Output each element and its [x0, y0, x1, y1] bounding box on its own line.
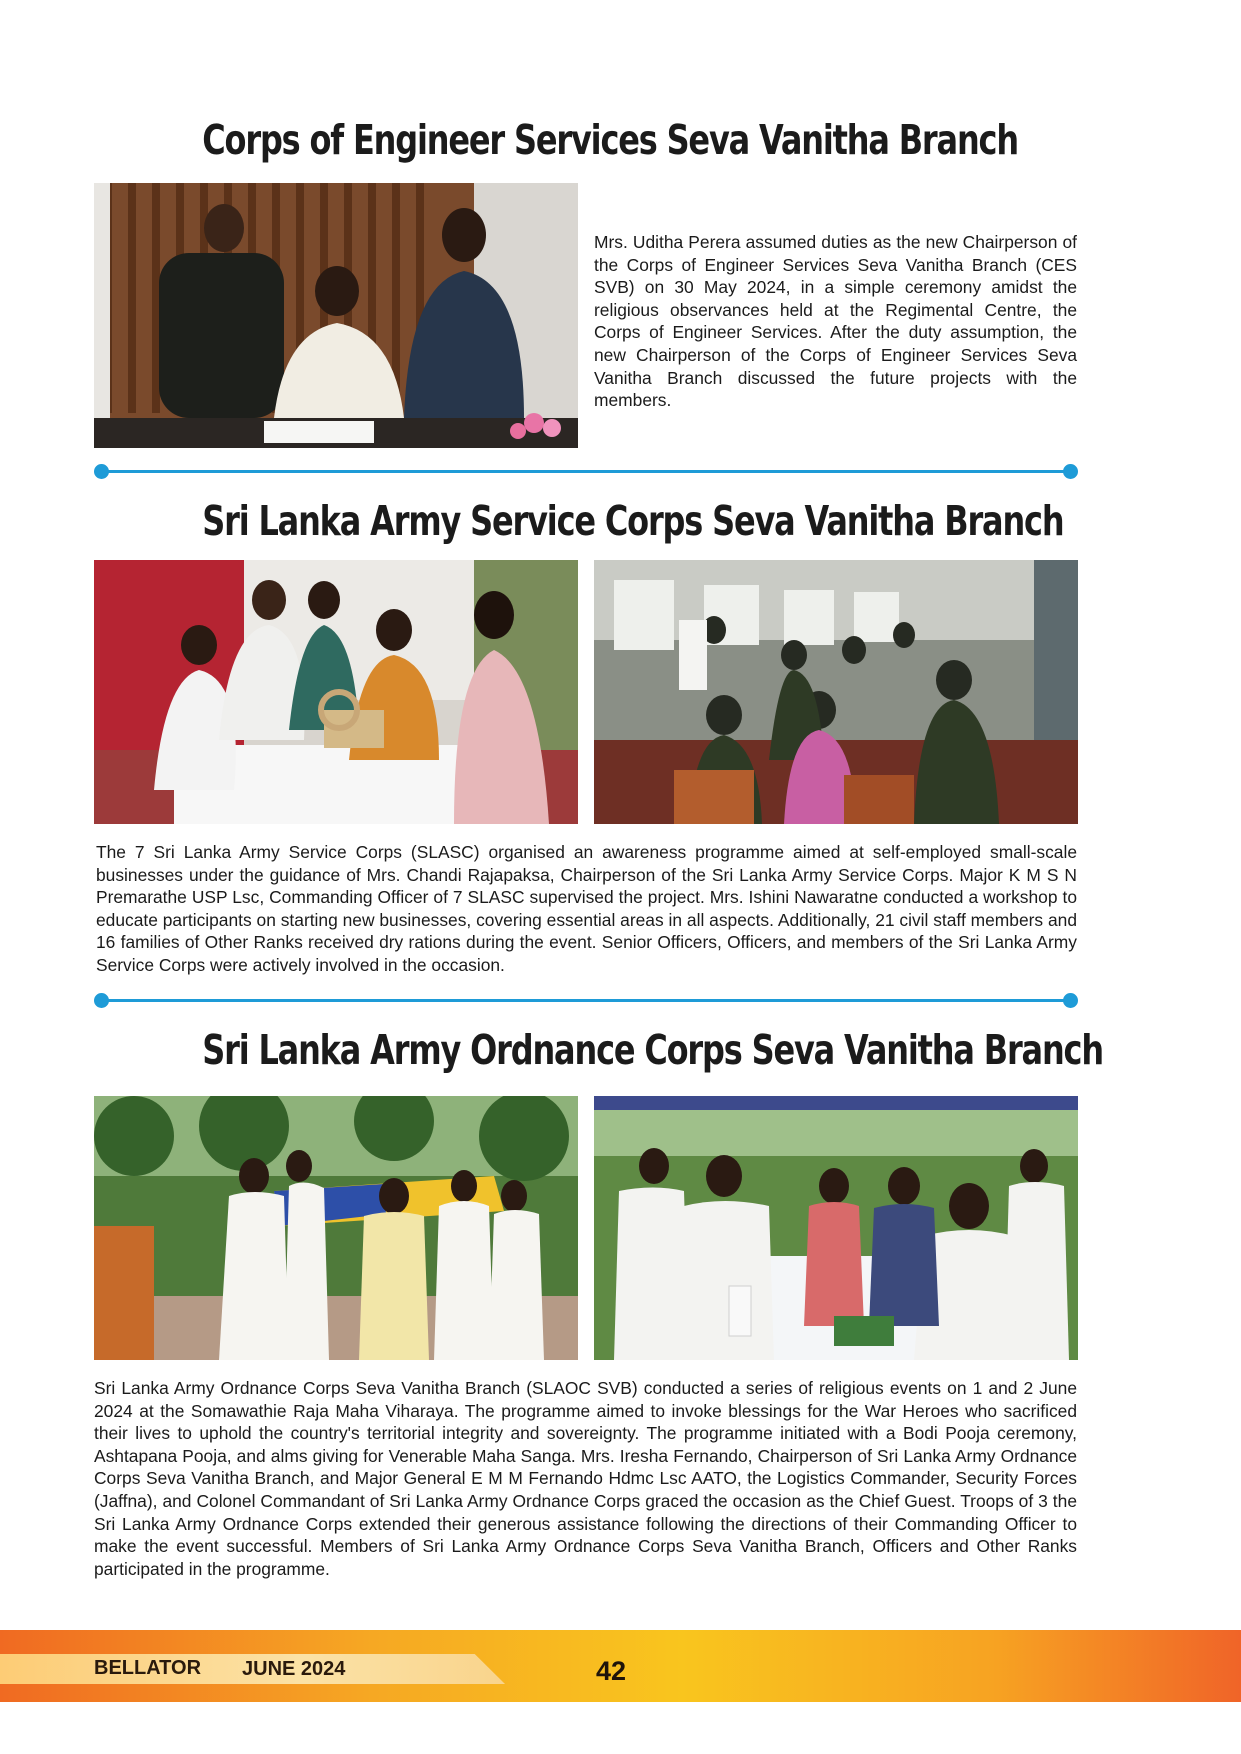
section-title-service-corps: Sri Lanka Army Service Corps Seva Vanitha Branch	[202, 497, 1064, 545]
footer-publication: BELLATOR	[94, 1657, 202, 1679]
divider-dot-right	[1063, 464, 1078, 479]
section-divider	[94, 462, 1078, 480]
photo-awareness-audience	[594, 560, 1078, 824]
section-title-engineer-services: Corps of Engineer Services Seva Vanitha Branch	[202, 116, 1018, 164]
divider-dot-left	[94, 993, 109, 1008]
divider-dot-left	[94, 464, 109, 479]
divider-dot-right	[1063, 993, 1078, 1008]
photo-alms-giving	[594, 1096, 1078, 1360]
section-divider	[94, 991, 1078, 1009]
section-title-ordnance-corps: Sri Lanka Army Ordnance Corps Seva Vanitha Branch	[202, 1026, 1103, 1074]
divider-line	[102, 999, 1070, 1002]
section-text-ordnance-corps: Sri Lanka Army Ordnance Corps Seva Vanitha Branch (SLAOC SVB) conducted a series of religious events on 1 and 2 June 2024 at the Somawathie Raja Maha Viharaya. The programme aimed to invoke blessings for the War Heroes who sacrificed their lives to uphold the country's territorial integrity and sovereignty. The programme initiated with a Bodi Pooja ceremony, Ashtapana Pooja, and alms giving for Venerable Maha Sanga. Mrs. Iresha Fernando, Chairperson of Sri Lanka Army Ordnance Corps Seva Vanitha Branch, and Major General E M M Fernando Hdmc Lsc AATO, the Logistics Commander, Security Forces (Jaffna), and Colonel Commandant of Sri Lanka Army Ordnance Corps graced the occasion as the Chief Guest. Troops of 3 the Sri Lanka Army Ordnance Corps extended their generous assistance following the directions of their Commanding Officer to make the event successful. Members of Sri Lanka Army Ordnance Corps Seva Vanitha Branch, Officers and Other Ranks participated in the programme.	[94, 1378, 1077, 1579]
section-text-service-corps: The 7 Sri Lanka Army Service Corps (SLASC) organised an awareness programme aimed at self-employed small-scale businesses under the guidance of Mrs. Chandi Rajapaksa, Chairperson of the Sri Lanka Army Service Corps. Major K M S N Premarathe USP Lsc, Commanding Officer of 7 SLASC supervised the project. Mrs. Ishini Nawaratne conducted a workshop to educate participants on starting new businesses, covering essential areas in all aspects. Additionally, 21 civil staff members and 16 families of Other Ranks received dry rations during the event. Senior Officers, Officers, and members of the Sri Lanka Army Service Corps were actively involved in the occasion.	[96, 842, 1077, 975]
photo-religious-procession	[94, 1096, 578, 1360]
photo-chairperson-signing	[94, 183, 578, 448]
divider-line	[102, 470, 1070, 473]
footer-issue: JUNE 2024	[242, 1658, 346, 1680]
page-number: 42	[596, 1656, 627, 1686]
section-text-engineer-services: Mrs. Uditha Perera assumed duties as the new Chairperson of the Corps of Engineer Services Seva Vanitha Branch (CES SVB) on 30 May 2024, in a simple ceremony amidst the religious observances held at the Regimental Centre, the Corps of Engineer Services. After the duty assumption, the new Chairperson of the Corps of Engineer Services Seva Vanitha Branch discussed the future projects with the members.	[594, 232, 1077, 411]
photo-workshop-demonstration	[94, 560, 578, 824]
